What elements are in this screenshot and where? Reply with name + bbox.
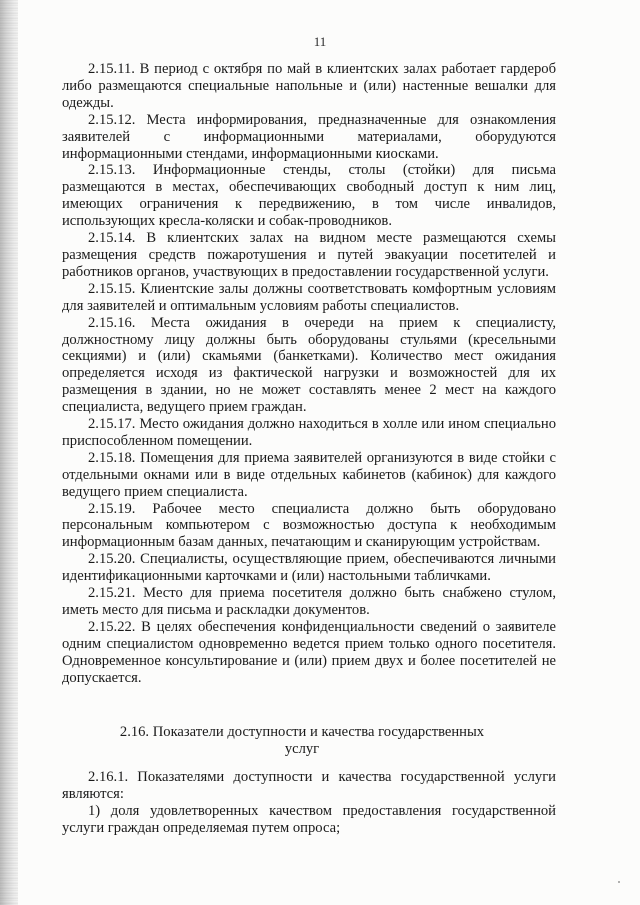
paragraph-2-15-22: 2.15.22. В целях обеспечения конфиденциальности сведений о заявителе одним специалистом одновременно ведется прием только одного посетителя. Одновременное консультирование и (или) прием двух и более посетителей не допускается. (62, 618, 556, 686)
paragraph-2-16-1-item-1: 1) доля удовлетворенных качеством предоставления государственной услуги граждан определяемая путем опроса; (62, 803, 556, 836)
paragraph-2-16-1: 2.16.1. Показателями доступности и качества государственной услуги являются: (62, 769, 556, 802)
section-heading-line-1: 2.16. Показатели доступности и качества государственных (119, 724, 485, 740)
section-2-16-body (62, 769, 556, 837)
section-2-15-body (62, 61, 556, 687)
page-number: 11 (313, 34, 327, 49)
paragraph-2-15-21: 2.15.21. Место для приема посетителя должно быть снабжено стулом, иметь место для письма и раскладки документов. (62, 585, 556, 618)
scan-shadow-edge (0, 0, 18, 905)
paragraph-2-15-14: 2.15.14. В клиентских залах на видном месте размещаются схемы размещения средств пожаротушения и путей эвакуации посетителей и работников органов, участвующих в предоставлении государственной услуги. (62, 230, 556, 280)
paragraph-2-15-16: 2.15.16. Места ожидания в очереди на прием к специалисту, должностному лицу должны быть оборудованы стульями (кресельными секциями) и (или) скамьями (банкетками). Количество мест ожидания определяется исходя из фактической нагрузки и возможностей для их размещения в здании, но не может составлять менее 2 мест на каждого специалиста, ведущего прием граждан. (62, 314, 556, 416)
paragraph-2-15-18: 2.15.18. Помещения для приема заявителей организуются в виде стойки с отдельными окнами или в виде отдельных кабинетов (кабинок) для каждого ведущего прием специалиста. (62, 449, 556, 500)
paragraph-2-15-12: 2.15.12. Места информирования, предназначенные для ознакомления заявителей с информационными материалами, оборудуются информационными стендами, информационными киосками. (62, 111, 556, 162)
paragraph-2-15-13: 2.15.13. Информационные стенды, столы (стойки) для письма размещаются в местах, обеспечивающих свободный доступ к ним лиц, имеющих ограничения к передвижению, в том числе инвалидов, использующих кресла-коляски и собак-проводников. (62, 162, 556, 230)
scan-speck (618, 881, 620, 883)
paragraph-2-15-19: 2.15.19. Рабочее место специалиста должно быть оборудовано персональным компьютером с возможностью доступа к необходимым информационным базам данных, печатающим и сканирующим устройствам. (62, 500, 556, 551)
section-heading-2-16 (92, 724, 512, 758)
paragraph-2-15-17: 2.15.17. Место ожидания должно находиться в холле или ином специально приспособленном помещении. (62, 416, 556, 449)
section-heading-line-2: услуг (284, 741, 320, 757)
paragraph-2-15-15: 2.15.15. Клиентские залы должны соответствовать комфортным условиям для заявителей и оптимальным условиям работы специалистов. (62, 280, 556, 314)
paragraph-2-15-20: 2.15.20. Специалисты, осуществляющие прием, обеспечиваются личными идентификационными карточками и (или) настольными табличками. (62, 551, 556, 585)
paragraph-2-15-11: 2.15.11. В период с октября по май в клиентских залах работает гардероб либо размещаются специальные напольные и (или) настенные вешалки для одежды. (62, 61, 556, 111)
